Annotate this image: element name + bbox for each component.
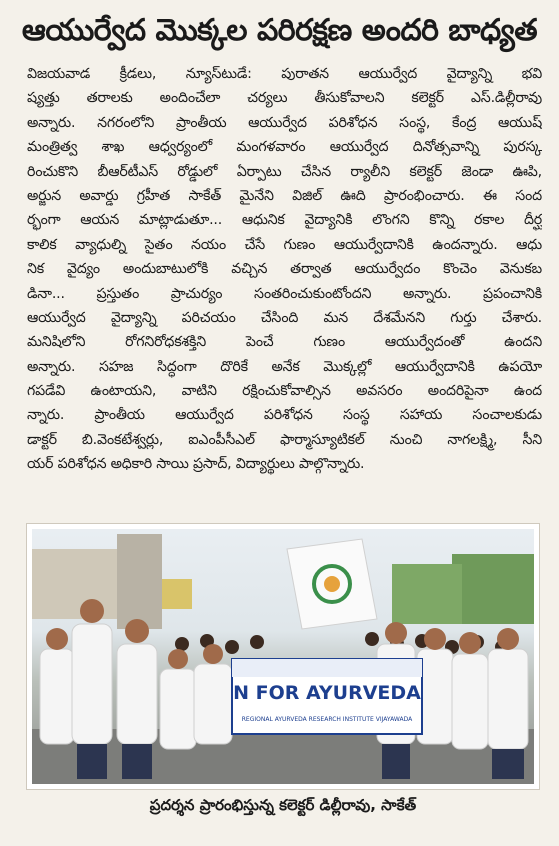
rally-photo: [32, 529, 534, 784]
body-line: ఆయుర్వేద వైద్యాన్ని పరిచయం చేసింది మన దేశమేనని గుర్తు చేశారు.: [27, 309, 542, 326]
banner-sub-text: REGIONAL AYURVEDA RESEARCH INSTITUTE VIJAYAWADA: [241, 716, 413, 723]
article-headline: ఆయుర్వేద మొక్కల పరిరక్షణ అందరి బాధ్యత: [21, 13, 538, 48]
building: [117, 534, 162, 629]
body-line: డినా... ప్రస్తుతం ప్రాచుర్యం సంతరించుకుంటోందని అన్నారు. ప్రపంచానికి: [27, 285, 542, 302]
body-line: కాలిక వ్యాధుల్ని సైతం నయం చేసే గుణం ఆయుర్వేదానికి ఉందన్నారు. ఆధు: [27, 236, 542, 253]
body-line: యర్ పరిశోధన అధికారి సాయి ప్రసాద్, విద్యార్థులు పాల్గొన్నారు.: [27, 456, 365, 473]
building: [32, 549, 122, 619]
trees: [452, 554, 534, 624]
body-line: మనిషిలోని రోగనిరోధకశక్తిని పెంచే గుణం ఆయుర్వేదంతో ఉందని: [27, 334, 542, 351]
body-line: అన్నారు. నగరంలోని ప్రాంతీయ ఆయుర్వేద పరిశోధన సంస్థ, కేంద్ర ఆయుష్: [27, 114, 542, 131]
body-line: అన్నారు. సహజ సిద్ధంగా దొరికే అనేక మొక్కల్లో ఆయుర్వేదానికి ఉపయో: [27, 358, 542, 375]
body-line: న్నారు. ప్రాంతీయ ఆయుర్వేద పరిశోధన సంస్థ సహాయ సంచాలకుడు: [27, 407, 542, 424]
body-line: అర్జున అవార్డు గ్రహీత సాకేత్ మైనేని విజిల్ ఊది ప్రారంభించారు. ఈ సంద: [27, 187, 542, 204]
body-line: విజయవాడ క్రీడలు, న్యూస్‌టుడే: పురాతన ఆయుర్వేద వైద్యాన్ని భవి: [27, 66, 542, 82]
article-body: [27, 62, 542, 477]
photo-caption: ప్రదర్శన ప్రారంభిస్తున్న కలెక్టర్ డిల్లీరావు, సాకేత్: [149, 796, 417, 814]
rally-photo-frame: [26, 523, 540, 790]
body-line: నిక వైద్యం అందుబాటులోకి వచ్చిన తర్వాత ఆయుర్వేదం కొంచెం వెనుకబ: [27, 261, 542, 278]
body-line: డాక్టర్ బి.వెంకటేశ్వర్లు, ఐఎంపీసీఎల్ ఫార్మాస్యూటికల్ నుంచి నాగలక్ష్మి, సీని: [27, 431, 542, 448]
body-line: మంత్రిత్వ శాఖ ఆధ్వర్యంలో మంగళవారం ఆయుర్వేద దినోత్సవాన్ని పురస్క: [27, 139, 542, 156]
flag-logo-center: [324, 576, 340, 592]
rally-photo-illustration: [32, 529, 534, 784]
trees: [392, 564, 462, 624]
body-line: రించుకొని బీఆర్‌టీఎస్ రోడ్డులో ఏర్పాటు చేసిన ర్యాలీని కలెక్టర్ జెండా ఊపి,: [27, 163, 542, 180]
signboard: [162, 579, 192, 609]
crowd-heads: [175, 632, 509, 654]
banner-main-text: N FOR AYURVEDA: [233, 682, 421, 704]
body-line: ష్యత్తు తరాలకు అందించేలా చర్యలు తీసుకోవాలని కలెక్టర్ ఎస్.డిల్లీరావు: [27, 90, 542, 107]
body-line: గపడేవి ఉంటాయని, వాటిని రక్షించుకోవాల్సిన అవసరం అందరిపైనా ఉంద: [27, 383, 542, 400]
body-line: ర్భంగా ఆయన మాట్లాడుతూ... ఆధునిక వైద్యానికి లొంగని కొన్ని రకాల దీర్ఘ: [27, 212, 542, 229]
banner-header-strip: [232, 659, 422, 677]
